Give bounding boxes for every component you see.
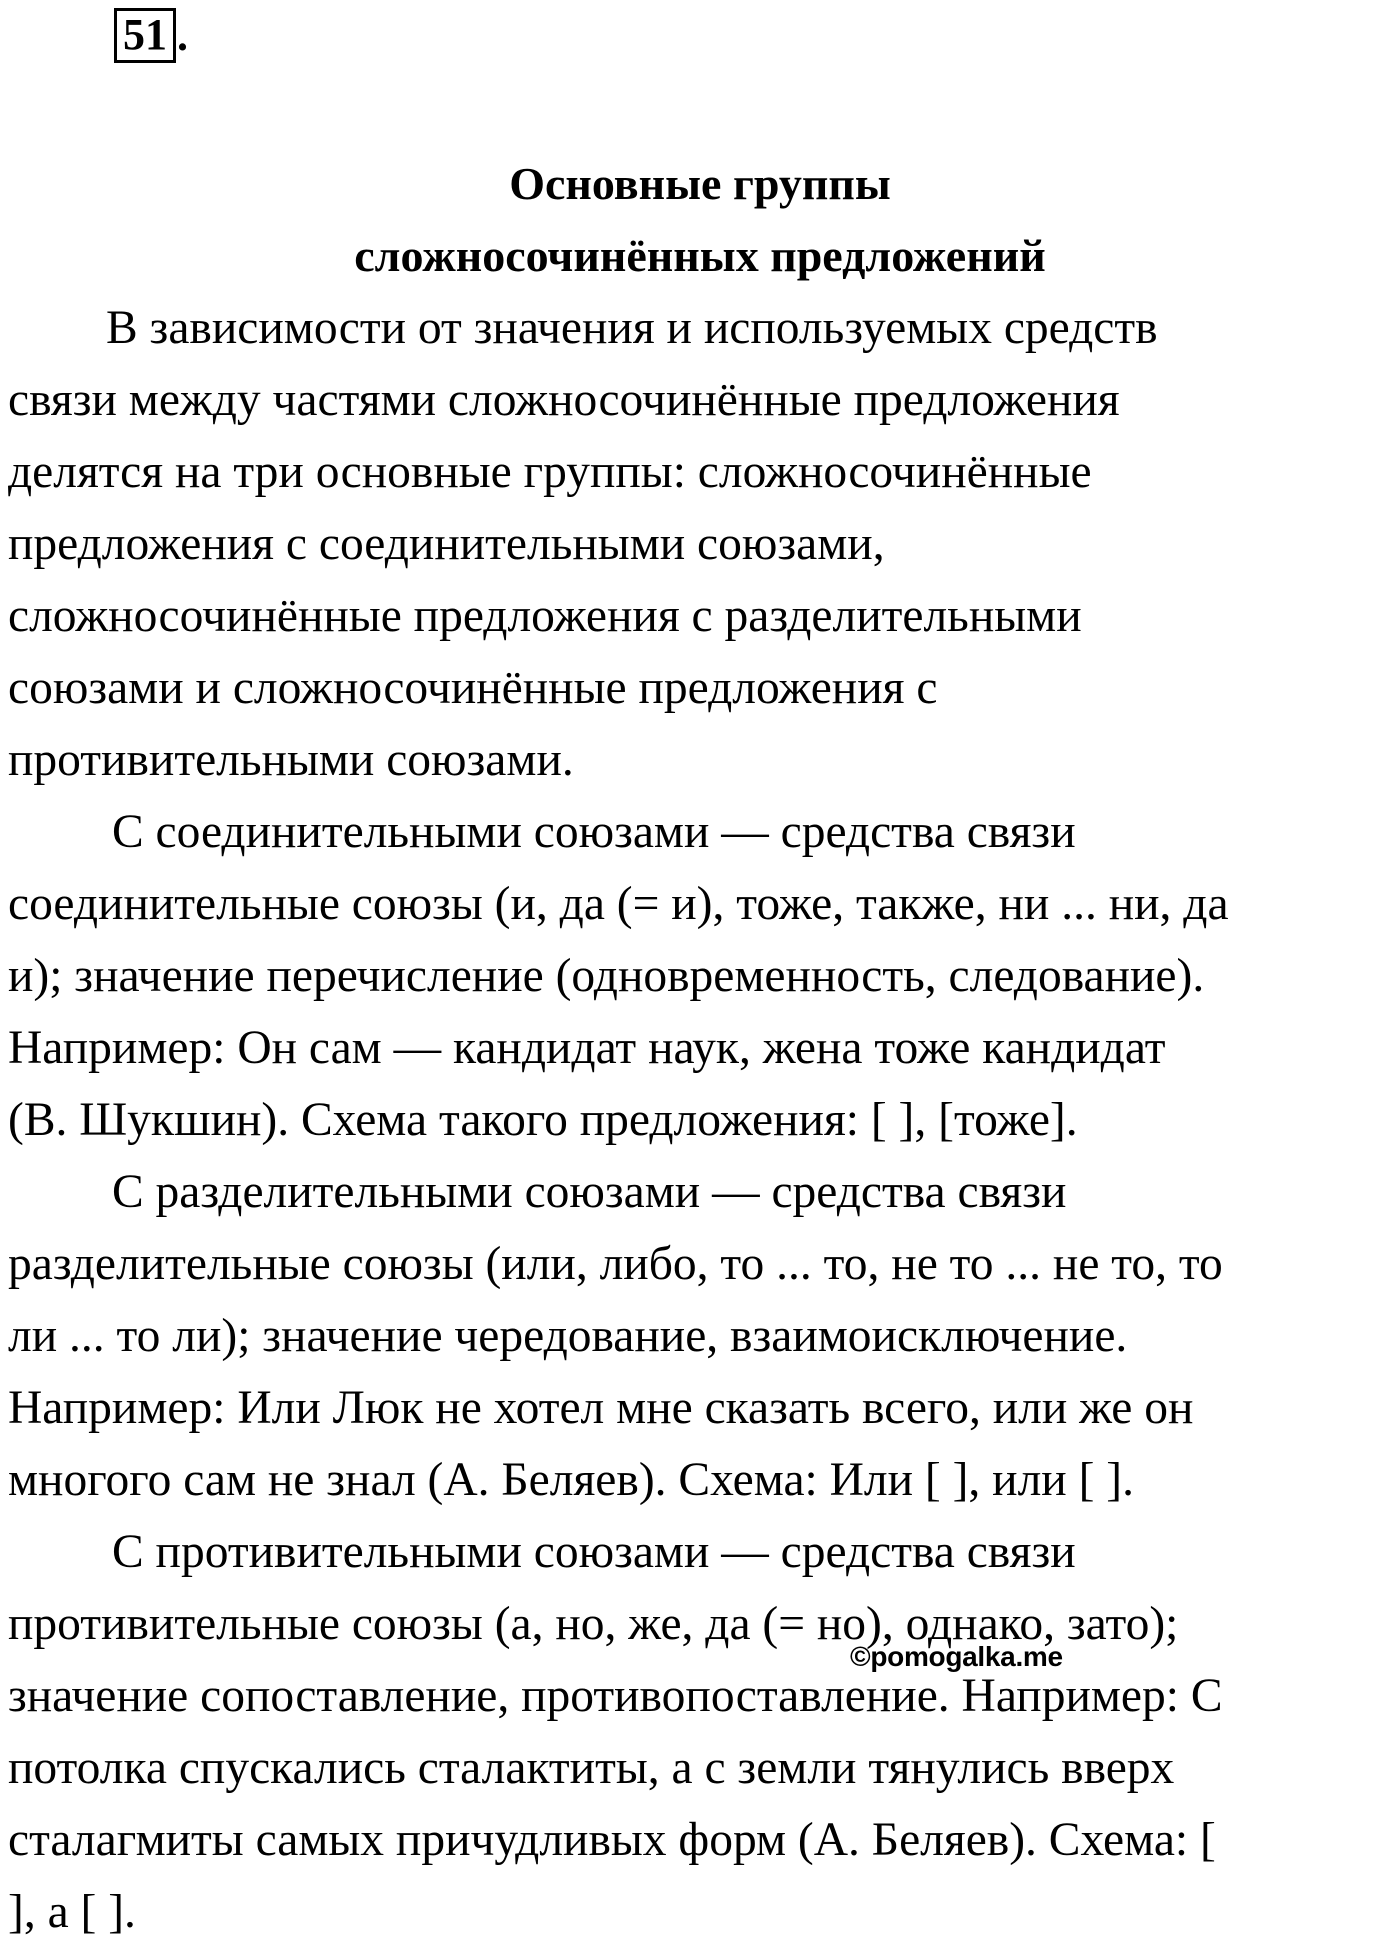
- paragraph-4-line: противительные союзы (а, но, же, да (= но), однако, зато);: [8, 1598, 1179, 1650]
- paragraph-1-line: противительными союзами.: [8, 734, 574, 786]
- task-number-suffix: .: [177, 10, 188, 60]
- paragraph-4-line: потолка спускались сталактиты, а с земли тянулись вверх: [8, 1742, 1175, 1794]
- watermark: ©pomogalka.me: [850, 1641, 1063, 1672]
- paragraph-3-line: ли ... то ли); значение чередование, взаимоисключение.: [8, 1310, 1128, 1362]
- paragraph-4-line: сталагмиты самых причудливых форм (А. Беляев). Схема: [: [8, 1814, 1216, 1866]
- paragraph-2-line: Например: Он сам — кандидат наук, жена тоже кандидат: [8, 1022, 1166, 1074]
- paragraph-4-line: С противительными союзами — средства связи: [112, 1526, 1076, 1578]
- paragraph-1-line: связи между частями сложносочинённые предложения: [8, 374, 1120, 426]
- paragraph-2-line: и); значение перечисление (одновременность, следование).: [8, 950, 1205, 1002]
- task-number: [114, 10, 188, 61]
- heading-line-2: сложносочинённых предложений: [354, 230, 1046, 281]
- paragraph-4-line: ], а [ ].: [8, 1886, 136, 1938]
- section-heading: [0, 148, 1400, 292]
- paragraph-1-line: сложносочинённые предложения с разделительными: [8, 590, 1082, 642]
- paragraph-1-line: союзами и сложносочинённые предложения с: [8, 662, 938, 714]
- paragraph-3-line: разделительные союзы (или, либо, то ... то, не то ... не то, то: [8, 1238, 1223, 1290]
- paragraph-2-line: С соединительными союзами — средства связи: [112, 806, 1076, 858]
- paragraph-1-line: делятся на три основные группы: сложносочинённые: [8, 446, 1092, 498]
- paragraph-3-line: Например: Или Люк не хотел мне сказать всего, или же он: [8, 1382, 1194, 1434]
- heading-line-1: Основные группы: [509, 158, 891, 209]
- paragraph-2-line: соединительные союзы (и, да (= и), тоже, также, ни ... ни, да: [8, 878, 1229, 930]
- paragraph-4-line: значение сопоставление, противопоставление. Например: С: [8, 1670, 1223, 1722]
- task-number-box: 51: [114, 8, 176, 63]
- paragraph-1-line: предложения с соединительными союзами,: [8, 518, 885, 570]
- paragraph-3-line: многого сам не знал (А. Беляев). Схема: Или [ ], или [ ].: [8, 1454, 1134, 1506]
- paragraph-3-line: С разделительными союзами — средства связи: [112, 1166, 1067, 1218]
- paragraph-1-line: В зависимости от значения и используемых средств: [106, 302, 1158, 354]
- body-text: [8, 292, 1400, 1948]
- paragraph-2-line: (В. Шукшин). Схема такого предложения: [ ], [тоже].: [8, 1094, 1078, 1146]
